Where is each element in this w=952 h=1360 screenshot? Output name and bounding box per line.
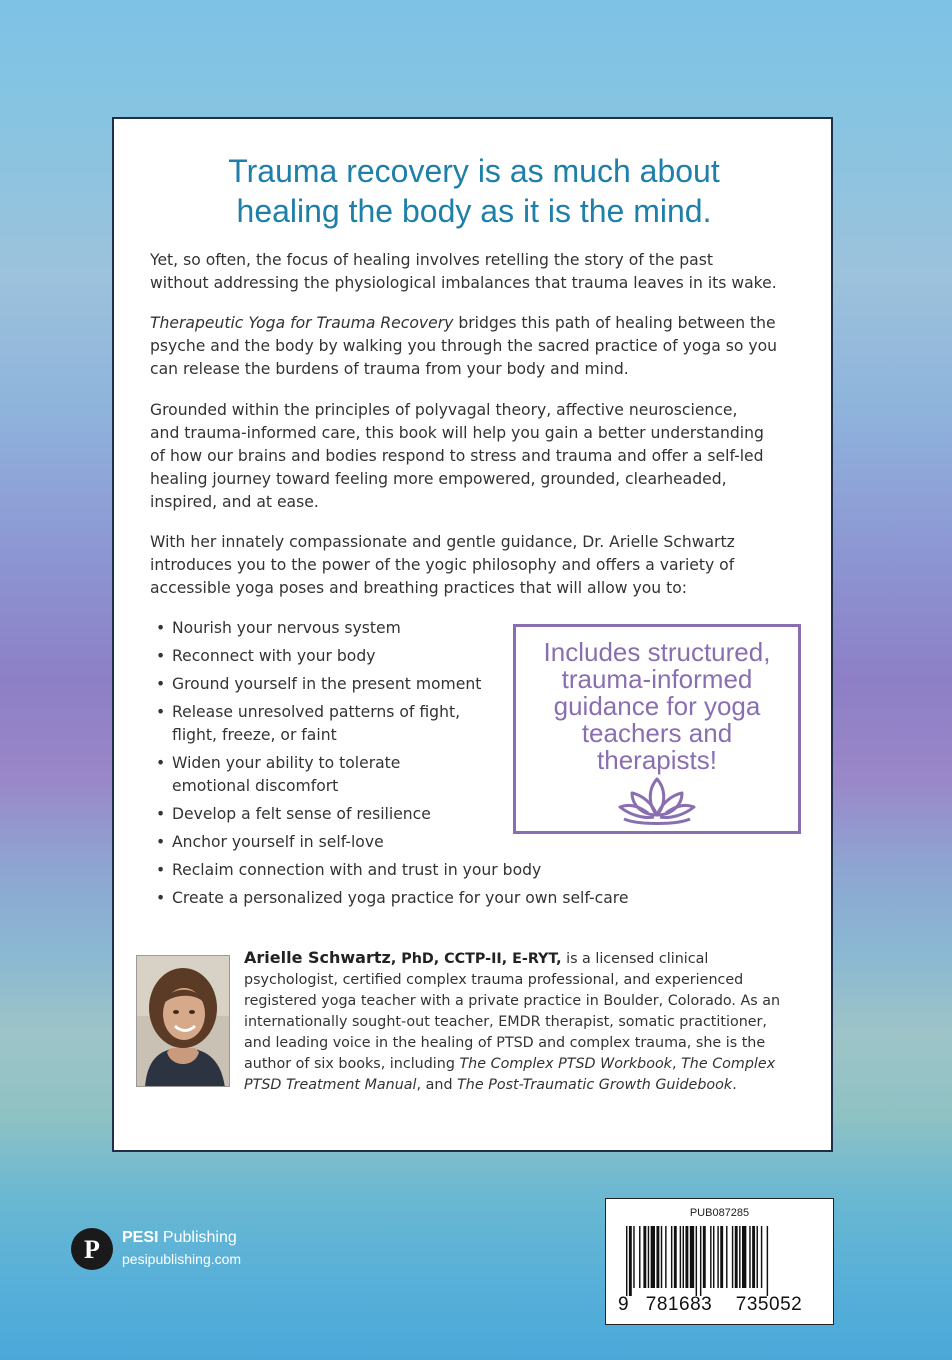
headline bbox=[154, 151, 794, 231]
callout-text bbox=[516, 639, 798, 774]
barcode-bar bbox=[680, 1226, 681, 1288]
list-item-text: • Reclaim connection with and trust in your body bbox=[172, 861, 542, 879]
text-fragment: bridges this path of healing between the bbox=[453, 314, 776, 332]
author-name: Arielle Schwartz bbox=[244, 948, 391, 967]
barcode-bar bbox=[629, 1226, 632, 1296]
barcode-bar bbox=[685, 1226, 688, 1288]
text-line bbox=[244, 1075, 824, 1096]
author-bio bbox=[244, 947, 824, 1096]
publisher-name-bold: PESI bbox=[122, 1229, 159, 1246]
isbn-left-digits: 781683 bbox=[645, 1294, 713, 1315]
barcode-bar bbox=[690, 1226, 694, 1288]
text-fragment: , bbox=[671, 1056, 682, 1072]
barcode-bar bbox=[639, 1226, 640, 1288]
barcode-bar bbox=[700, 1226, 701, 1296]
barcode-bar bbox=[651, 1226, 655, 1288]
barcode-bar bbox=[671, 1226, 672, 1288]
text-line bbox=[150, 312, 810, 335]
text-line: healing journey toward feeling more empowered, grounded, clearheaded, bbox=[150, 470, 727, 488]
pub-code: PUB087285 bbox=[689, 1207, 750, 1219]
callout-line: therapists! bbox=[597, 745, 717, 775]
author-photo bbox=[136, 955, 230, 1087]
list-item-text: flight, freeze, or faint bbox=[172, 726, 337, 744]
book-title: Therapeutic Yoga for Trauma Recovery bbox=[150, 314, 454, 332]
callout-line: teachers and bbox=[581, 718, 733, 748]
barcode-bar bbox=[739, 1226, 740, 1288]
barcode-bar bbox=[757, 1226, 758, 1288]
callout-line: Includes structured, bbox=[543, 637, 771, 667]
text-line: psychologist, certified complex trauma professional, and experienced bbox=[244, 972, 744, 988]
barcode-bar bbox=[643, 1226, 646, 1288]
text-line: registered yoga teacher with a private practice in Boulder, Colorado. As an bbox=[244, 993, 781, 1009]
barcode-bar bbox=[703, 1226, 706, 1288]
isbn-digits bbox=[618, 1294, 823, 1316]
barcode-bar bbox=[683, 1226, 684, 1288]
callout-line: guidance for yoga bbox=[553, 691, 761, 721]
list-item-text: • Release unresolved patterns of fight, bbox=[172, 703, 461, 721]
list-item-text: • Nourish your nervous system bbox=[172, 619, 401, 637]
text-fragment: author of six books, including bbox=[244, 1056, 460, 1072]
barcode-bar bbox=[710, 1226, 711, 1288]
barcode-bar bbox=[720, 1226, 723, 1288]
text-line: without addressing the physiological imbalances that trauma leaves in its wake. bbox=[150, 274, 777, 292]
text-line bbox=[244, 947, 824, 970]
barcode-bar bbox=[742, 1226, 746, 1288]
text-line: psyche and the body by walking you through the sacred practice of yoga so you bbox=[150, 337, 778, 355]
barcode-bar bbox=[626, 1226, 627, 1296]
list-item-text: emotional discomfort bbox=[172, 777, 339, 795]
text-line: and trauma-informed care, this book will help you gain a better understanding bbox=[150, 424, 764, 442]
text-line bbox=[244, 1054, 824, 1075]
text-line: inspired, and at ease. bbox=[150, 493, 319, 511]
barcode-bar bbox=[661, 1226, 662, 1288]
pesi-logo-icon bbox=[70, 1227, 114, 1271]
barcode-bar bbox=[713, 1226, 714, 1288]
back-cover-card bbox=[112, 117, 833, 1152]
text-line: With her innately compassionate and gentle guidance, Dr. Arielle Schwartz bbox=[150, 533, 735, 551]
text-fragment: is a licensed clinical bbox=[561, 951, 709, 967]
list-item-text: • Ground yourself in the present moment bbox=[172, 675, 482, 693]
barcode-bar bbox=[752, 1226, 755, 1288]
text-line: internationally sought-out teacher, EMDR therapist, somatic practitioner, bbox=[244, 1014, 767, 1030]
book-title: PTSD Treatment Manual bbox=[244, 1077, 417, 1093]
publisher-name bbox=[122, 1229, 237, 1247]
text-line: can release the burdens of trauma from your body and mind. bbox=[150, 360, 629, 378]
book-title: The Post-Traumatic Growth Guidebook bbox=[457, 1077, 733, 1093]
book-title: The Complex bbox=[681, 1056, 776, 1072]
author-portrait-image bbox=[137, 956, 230, 1087]
isbn-right-digits: 735052 bbox=[735, 1294, 803, 1315]
text-line: Yet, so often, the focus of healing involves retelling the story of the past bbox=[150, 251, 713, 269]
list-item bbox=[156, 831, 596, 854]
text-line: accessible yoga poses and breathing practices that will allow you to: bbox=[150, 579, 688, 597]
barcode-bar bbox=[696, 1226, 697, 1296]
text-line: of how our brains and bodies respond to stress and trauma and offer a self-led bbox=[150, 447, 764, 465]
list-item-text: • Develop a felt sense of resilience bbox=[172, 805, 431, 823]
barcode-bars bbox=[618, 1226, 823, 1296]
grounded-paragraph bbox=[150, 399, 810, 514]
book-title: The Complex PTSD Workbook bbox=[459, 1056, 672, 1072]
barcode-bar bbox=[726, 1226, 727, 1288]
author-credentials: , PhD, CCTP-II, E-RYT, bbox=[390, 951, 562, 967]
barcode-bar bbox=[633, 1226, 634, 1288]
guidance-paragraph bbox=[150, 531, 810, 600]
barcode-bar bbox=[749, 1226, 750, 1288]
list-item-text: • Reconnect with your body bbox=[172, 647, 376, 665]
list-item bbox=[156, 859, 596, 882]
barcode-box bbox=[605, 1198, 834, 1325]
text-line: and leading voice in the healing of PTSD and complex trauma, she is the bbox=[244, 1035, 766, 1051]
barcode-bar bbox=[717, 1226, 718, 1288]
text-fragment: . bbox=[732, 1077, 737, 1093]
callout-line: trauma-informed bbox=[561, 664, 753, 694]
intro-paragraph bbox=[150, 249, 810, 295]
logo-letter: P bbox=[84, 1235, 100, 1264]
list-item-text: • Anchor yourself in self-love bbox=[172, 833, 384, 851]
publisher-name-light: Publishing bbox=[158, 1229, 237, 1246]
text-fragment: , and bbox=[416, 1077, 458, 1093]
publisher-url: pesipublishing.com bbox=[122, 1251, 242, 1267]
lotus-icon bbox=[618, 775, 696, 827]
barcode-bar bbox=[761, 1226, 762, 1288]
isbn-prefix-digit: 9 bbox=[618, 1294, 630, 1315]
book-description-paragraph bbox=[150, 312, 810, 381]
barcode-bar bbox=[674, 1226, 677, 1288]
barcode-bar bbox=[665, 1226, 666, 1288]
barcode-bar bbox=[767, 1226, 768, 1296]
barcode-bar bbox=[735, 1226, 738, 1288]
text-line: Grounded within the principles of polyvagal theory, affective neuroscience, bbox=[150, 401, 738, 419]
callout-box bbox=[513, 624, 801, 834]
list-item-text: • Widen your ability to tolerate bbox=[172, 754, 401, 772]
list-item bbox=[156, 887, 629, 910]
barcode-bar bbox=[732, 1226, 733, 1288]
barcode-bar bbox=[656, 1226, 659, 1288]
barcode-bar bbox=[648, 1226, 649, 1288]
text-line: introduces you to the power of the yogic philosophy and offers a variety of bbox=[150, 556, 735, 574]
headline-line: Trauma recovery is as much about bbox=[228, 153, 720, 189]
list-item-text: • Create a personalized yoga practice for your own self-care bbox=[172, 889, 629, 907]
headline-line: healing the body as it is the mind. bbox=[236, 193, 712, 229]
